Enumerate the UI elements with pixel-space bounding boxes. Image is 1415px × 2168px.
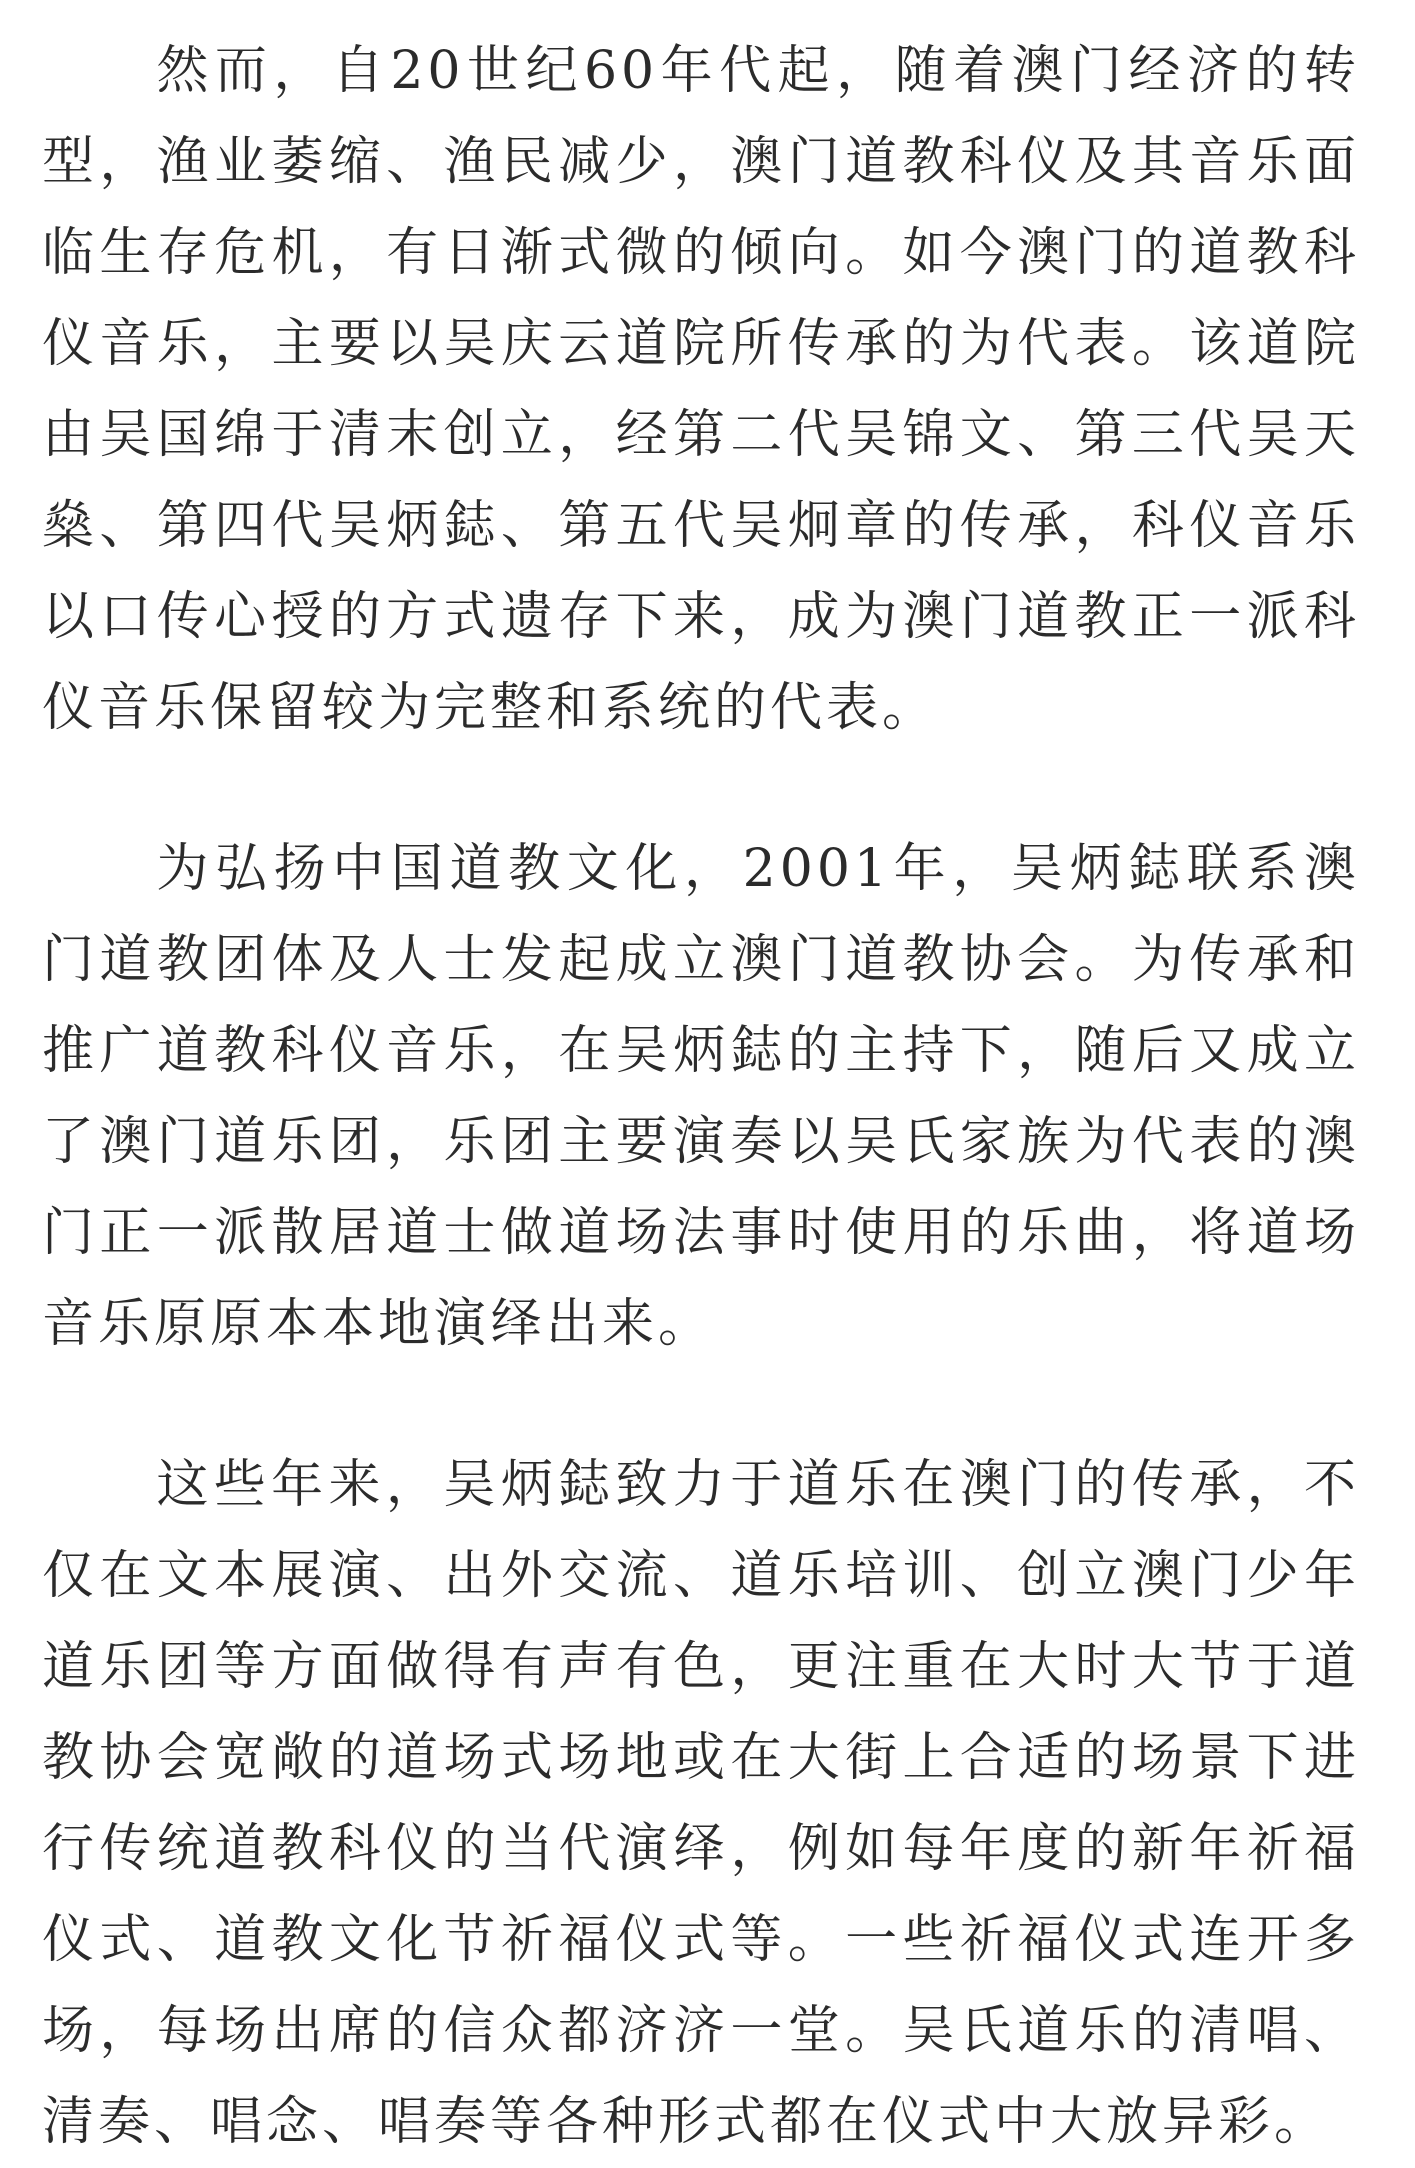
paragraph-transmission-efforts: 这些年来，吴炳鋕致力于道乐在澳门的传承，不仅在文本展演、出外交流、道乐培训、创立澳门少年道乐团等方面做得有声有色，更注重在大时大节于道教协会宽敞的道场式场地或在大街上合适的场景下进行传统道教科仪的当代演绎，例如每年度的新年祈福仪式、道教文化节祈福仪式等。一些祈福仪式连开多场，每场出席的信众都济济一堂。吴氏道乐的清唱、清奏、唱念、唱奏等各种形式都在仪式中大放异彩。 <box>42 1455 1360 2152</box>
article-body <box>42 26 1360 2168</box>
paragraph-economic-decline: 然而，自20世纪60年代起，随着澳门经济的转型，渔业萎缩、渔民减少，澳门道教科仪及其音乐面临生存危机，有日渐式微的倾向。如今澳门的道教科仪音乐，主要以吴庆云道院所传承的为代表。该道院由吴国绵于清末创立，经第二代吴锦文、第三代吴天燊、第四代吴炳鋕、第五代吴炯章的传承，科仪音乐以口传心授的方式遗存下来，成为澳门道教正一派科仪音乐保留较为完整和系统的代表。 <box>42 41 1360 738</box>
paragraph-taoist-association: 为弘扬中国道教文化，2001年，吴炳鋕联系澳门道教团体及人士发起成立澳门道教协会。为传承和推广道教科仪音乐，在吴炳鋕的主持下，随后又成立了澳门道乐团，乐团主要演奏以吴氏家族为代表的澳门正一派散居道士做道场法事时使用的乐曲，将道场音乐原原本本地演绎出来。 <box>42 839 1360 1354</box>
